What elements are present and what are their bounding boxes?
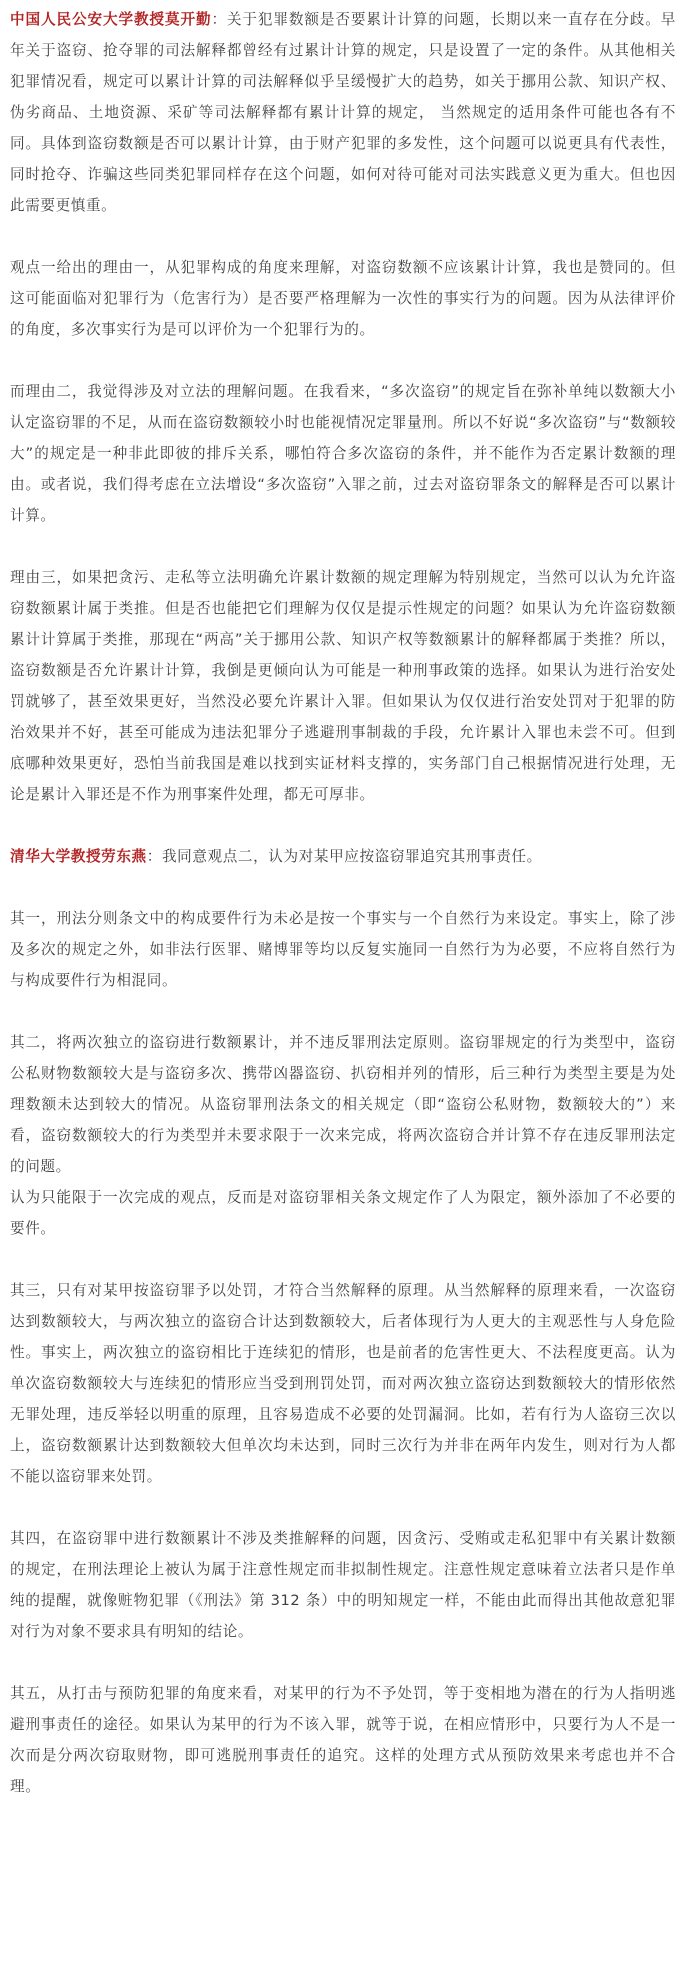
paragraph-gap [10,1492,676,1523]
paragraph-gap [10,996,676,1027]
paragraph-gap [10,345,676,376]
paragraph: 其三，只有对某甲按盗窃罪予以处罚，才符合当然解释的原理。从当然解释的原理来看，一次盗窃达到数额较大，与两次独立的盗窃合计达到数额较大，后者体现行为人更大的主观恶性与人身危险性。事实上，两次独立的盗窃相比于连续犯的情形，也是前者的危害性更大、不法程度更高。认为单次盗窃数额较大与连续犯的情形应当受到刑罚处罚，而对两次独立盗窃达到数额较大的情形依然无罪处理，违反举轻以明重的原理，且容易造成不必要的处罚漏洞。比如，若有行为人盗窃三次以上，盗窃数额累计达到数额较大但单次均未达到，同时三次行为并非在两年内发生，则对行为人都不能以盗窃罪来处罚。 [10,1282,676,1485]
paragraph: 观点一给出的理由一，从犯罪构成的角度来理解，对盗窃数额不应该累计计算，我也是赞同的。但这可能面临对犯罪行为（危害行为）是否要严格理解为一次性的事实行为的问题。因为从法律评价的角度，多次事实行为是可以评价为一个犯罪行为的。 [10,259,676,338]
paragraph-gap [10,872,676,903]
paragraph-text: ：关于犯罪数额是否要累计计算的问题，长期以来一直存在分歧。早年关于盗窃、抢夺罪的司法解释都曾经有过累计计算的规定，只是设置了一定的条件。从其他相关犯罪情况看，规定可以累计计算的司法解释似乎呈缓慢扩大的趋势，如关于挪用公款、知识产权、伪劣商品、土地资源、采矿等司法解释都有累计计算的规定， 当然规定的适用条件可能也各有不同。具体到盗窃数额是否可以累计计算，由于财产犯罪的多发性，这个问题可以说更具有代表性，同时抢夺、诈骗这些同类犯罪同样存在这个问题，如何对待可能对司法实践意义更为重大。但也因此需要更慎重。 [10,11,676,214]
paragraph-opinion-lao [10,841,676,872]
paragraph-gap [10,1647,676,1678]
article-body [10,4,676,1802]
paragraph: 而理由二，我觉得涉及对立法的理解问题。在我看来，“多次盗窃”的规定旨在弥补单纯以数额大小认定盗窃罪的不足，从而在盗窃数额较小时也能视情况定罪量刑。所以不好说“多次盗窃”与“数额较大”的规定是一种非此即彼的排斥关系，哪怕符合多次盗窃的条件，并不能作为否定累计数额的理由。或者说，我们得考虑在立法增设“多次盗窃”入罪之前，过去对盗窃罪条文的解释是否可以累计计算。 [10,383,676,524]
paragraph-gap [10,1244,676,1275]
paragraph: 认为只能限于一次完成的观点，反而是对盗窃罪相关条文规定作了人为限定，额外添加了不必要的要件。 [10,1189,676,1237]
paragraph-opinion-mo [10,4,676,221]
speaker-name: 中国人民公安大学教授莫开勤 [10,11,212,28]
paragraph: 其四，在盗窃罪中进行数额累计不涉及类推解释的问题，因贪污、受贿或走私犯罪中有关累计数额的规定，在刑法理论上被认为属于注意性规定而非拟制性规定。注意性规定意味着立法者只是作单纯的提醒，就像赃物犯罪（《刑法》第 312 条）中的明知规定一样，不能由此而得出其他故意犯罪对行为对象不要求具有明知的结论。 [10,1530,676,1640]
paragraph-text: ：我同意观点二，认为对某甲应按盗窃罪追究其刑事责任。 [146,848,542,865]
paragraph-gap [10,810,676,841]
speaker-name: 清华大学教授劳东燕 [10,848,147,865]
paragraph: 其二，将两次独立的盗窃进行数额累计，并不违反罪刑法定原则。盗窃罪规定的行为类型中，盗窃公私财物数额较大是与盗窃多次、携带凶器盗窃、扒窃相并列的情形，后三种行为类型主要是为处理数额未达到较大的情况。从盗窃罪刑法条文的相关规定（即“盗窃公私财物，数额较大的”）来看，盗窃数额较大的行为类型并未要求限于一次来完成，将两次盗窃合并计算不存在违反罪刑法定的问题。 [10,1034,676,1175]
paragraph: 其五，从打击与预防犯罪的角度来看，对某甲的行为不予处罚，等于变相地为潜在的行为人指明逃避刑事责任的途径。如果认为某甲的行为不该入罪，就等于说，在相应情形中，只要行为人不是一次而是分两次窃取财物，即可逃脱刑事责任的追究。这样的处理方式从预防效果来考虑也并不合理。 [10,1685,676,1795]
paragraph-gap [10,531,676,562]
paragraph: 其一，刑法分则条文中的构成要件行为未必是按一个事实与一个自然行为来设定。事实上，除了涉及多次的规定之外，如非法行医罪、赌博罪等均以反复实施同一自然行为为必要，不应将自然行为与构成要件行为相混同。 [10,910,676,989]
paragraph: 理由三，如果把贪污、走私等立法明确允许累计数额的规定理解为特别规定，当然可以认为允许盗窃数额累计属于类推。但是否也能把它们理解为仅仅是提示性规定的问题？如果认为允许盗窃数额累计计算属于类推，那现在“两高”关于挪用公款、知识产权等数额累计的解释都属于类推？所以，盗窃数额是否允许累计计算，我倒是更倾向认为可能是一种刑事政策的选择。如果认为进行治安处罚就够了，甚至效果更好，当然没必要允许累计入罪。但如果认为仅仅进行治安处罚对于犯罪的防治效果并不好，甚至可能成为违法犯罪分子逃避刑事制裁的手段，允许累计入罪也未尝不可。但到底哪种效果更好，恐怕当前我国是难以找到实证材料支撑的，实务部门自己根据情况进行处理，无论是累计入罪还是不作为刑事案件处理，都无可厚非。 [10,569,676,803]
paragraph-gap [10,221,676,252]
